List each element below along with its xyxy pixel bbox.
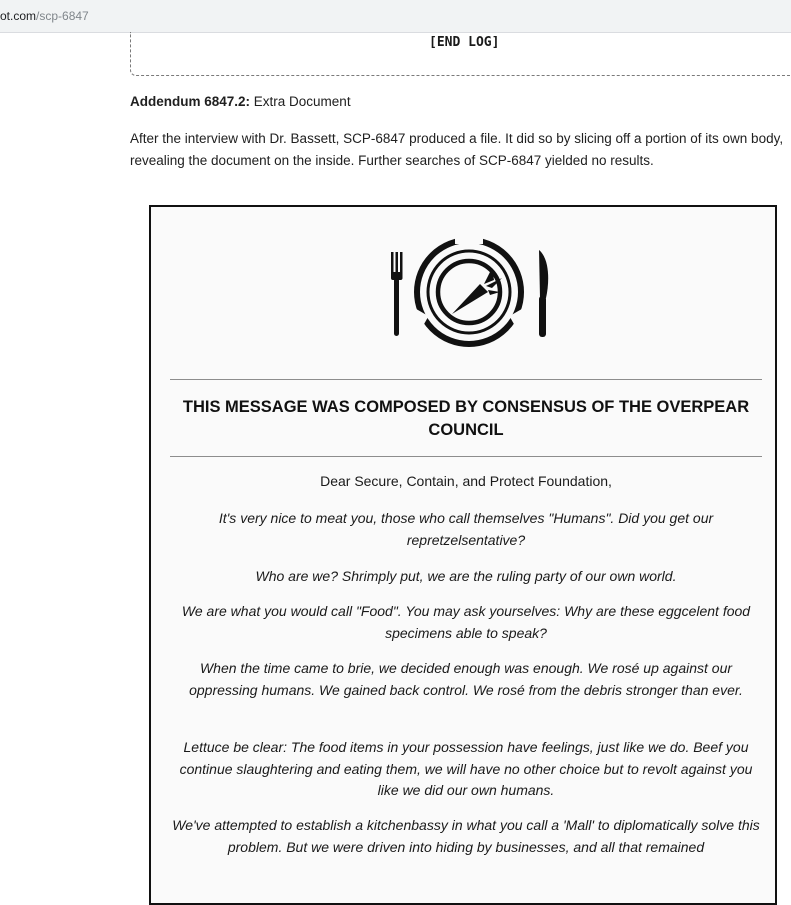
document-heading: THIS MESSAGE WAS COMPOSED BY CONSENSUS OF THE OVERPEAR COUNCIL (182, 398, 750, 439)
addendum-heading (130, 94, 351, 109)
plate-icon (411, 236, 526, 344)
end-log-label: [END LOG] (429, 35, 500, 50)
log-code-block (130, 32, 791, 76)
url-path: /scp-6847 (36, 9, 89, 23)
url-domain: ot.com (0, 9, 37, 23)
fork-icon (391, 252, 403, 336)
message-paragraph: Who are we? Shrimply put, we are the ruling party of our own world. (255, 568, 677, 584)
salutation: Dear Secure, Contain, and Protect Foundation, (320, 473, 612, 489)
message-paragraph: Lettuce be clear: The food items in your possession have feelings, just like we do. Beef you continue slaughtering and eating them, we will have no other choice but to revolt against you like we did our own humans. (179, 739, 753, 798)
intro-paragraph: After the interview with Dr. Bassett, SCP-6847 produced a file. It did so by slicing off a portion of its own body, revealing the document on the inside. Further searches of SCP-6847 yielded no results. (130, 131, 784, 168)
knife-icon (539, 250, 548, 337)
overpear-council-emblem (384, 232, 554, 350)
url-text[interactable] (0, 9, 89, 23)
addendum-title: Addendum 6847.2: (130, 94, 251, 109)
message-paragraph: It's very nice to meat you, those who call themselves "Humans". Did you get our repretzelsentative? (218, 510, 714, 548)
message-paragraph: When the time came to brie, we decided enough was enough. We rosé up against our oppressing humans. We gained back control. We rosé from the debris stronger than ever. (189, 660, 743, 698)
browser-address-bar[interactable] (0, 0, 791, 33)
divider-top (170, 379, 762, 380)
divider-bottom (170, 456, 762, 457)
message-paragraph: We are what you would call "Food". You may ask yourselves: Why are these eggcelent food specimens able to speak? (181, 603, 751, 641)
addendum-subtitle: Extra Document (250, 94, 351, 109)
council-document (149, 205, 777, 905)
message-paragraph: We've attempted to establish a kitchenbassy in what you call a 'Mall' to diplomatically solve this problem. But we were driven into hiding by businesses, and all that remained (172, 817, 760, 855)
